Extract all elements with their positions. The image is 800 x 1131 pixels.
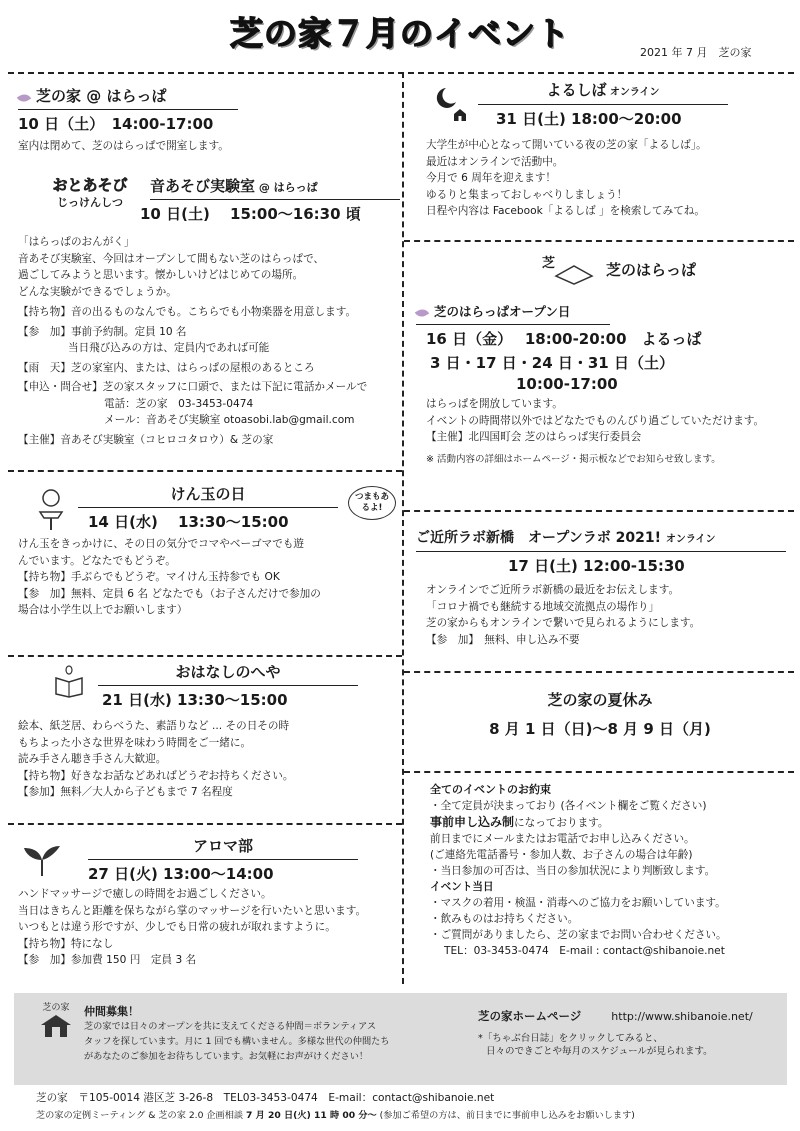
recruit-title: 仲間募集！ (84, 1005, 139, 1018)
oto-time: 10 日(土) 15:00〜16:30 頃 (140, 204, 361, 223)
divider-left-1 (8, 470, 402, 472)
recruit-logo: 芝の家 (34, 1000, 78, 1042)
homepage-link[interactable]: http://www.shibanoie.net/ (611, 1010, 753, 1023)
homepage-line: 日々のできごとや毎月のスケジュールが見られます。 (486, 1045, 713, 1057)
yorushiba-time: 31 日(土) 18:00〜20:00 (496, 109, 682, 128)
kendama-line: 【持ち物】手ぶらでもどうぞ。マイけん玉持参でも OK (18, 571, 280, 583)
kendama-icon (34, 488, 68, 532)
promise-line: (ご連絡先電話番号・参加人数、お子さんの場合は年齢) (430, 849, 693, 861)
oto-logo: おとあそび じっけんしつ (52, 176, 128, 209)
aroma-line: 当日はきちんと距離を保ちながら掌のマッサージを行いたいと思います。 (18, 904, 367, 917)
oto-line: 過ごしてみようと思います。懐かしいけどはじめての場所。 (18, 269, 304, 281)
yorushiba-line: 最近はオンラインで活動中。 (426, 155, 564, 168)
harappa-event-title: 芝の家 @ はらっぱ (36, 87, 167, 105)
oto-line: 音あそび実験室、今回はオープンして間もない芝のはらっぱで、 (18, 252, 325, 265)
recruit-line: タッフを探しています。月に 1 回でも構いません。多様な世代の仲間たち (84, 1036, 390, 1047)
aroma-line: ハンドマッサージで癒しの時間をお過ごしください。 (18, 888, 272, 900)
promise-line: ・飲みものはお持ちください。 (430, 913, 579, 925)
aroma-title: アロマ部 (192, 837, 253, 855)
online-badge: オンライン (609, 87, 660, 98)
ohanashi-line: 【参加】無料／大人から子どもまで 7 名程度 (18, 786, 233, 798)
oto-title: 音あそび実験室 (150, 177, 256, 195)
ohanashi-time: 21 日(水) 13:30〜15:00 (102, 690, 288, 709)
kendama-section (18, 486, 400, 619)
aroma-section (18, 838, 400, 969)
shiba-harappa-time1: 16 日（金） 18:00-20:00 よるっぱ (426, 329, 702, 348)
divider-right-1 (404, 240, 794, 242)
ohanashi-line: もちよった小さな世界を味わう時間をご一緒に。 (18, 736, 252, 749)
divider-left-2 (8, 655, 402, 657)
kendama-line: 場合は小学生以上でお願いします） (18, 604, 188, 616)
harappa-event-time: 10 日（土） 14:00-17:00 (18, 114, 214, 133)
homepage-line: *「ちゃぶ台日誌」をクリックしてみると、 (478, 1032, 663, 1044)
yorushiba-line: ゆるりと集まっておしゃべりしましょう！ (426, 188, 628, 201)
summer-title: 芝の家の夏休み (547, 691, 653, 709)
book-icon (52, 664, 86, 698)
oto-line: どんな実験ができるでしょうか。 (18, 285, 177, 298)
recruit-line: があなたのご参加をお待ちしています。お気軽にお声がけください！ (84, 1051, 369, 1062)
oto-line: 「はらっぱのおんがく」 (18, 236, 135, 248)
aroma-line: 【持ち物】特になし (18, 937, 114, 950)
harappa-event-section (18, 88, 398, 155)
summer-section (406, 692, 794, 737)
aroma-line: 【参 加】参加費 150 円 定員 3 名 (18, 954, 197, 966)
ohanashi-line: 絵本、紙芝居、わらべうた、素語りなど ... その日その時 (18, 720, 290, 732)
divider-left-3 (8, 823, 402, 825)
footer-address: 芝の家 〒105-0014 港区芝 3-26-8 TEL03-3453-0474 E-mail：contact@shibanoie.net (36, 1092, 495, 1104)
leaf-icon (415, 307, 429, 320)
yorushiba-line: 大学生が中心となって開いている夜の芝の家「よるしば」。 (426, 139, 707, 151)
aroma-time: 27 日(火) 13:00〜14:00 (88, 864, 274, 883)
promise-bold: 事前申し込み制 (430, 815, 515, 829)
page-title: 芝の家７月のイベント (230, 14, 570, 53)
yorushiba-line: 今月で 6 周年を迎えます！ (426, 172, 557, 184)
harappa-logo: 芝 (542, 256, 594, 286)
house-icon (39, 1013, 73, 1039)
divider-top (8, 72, 794, 74)
homepage-title: 芝の家ホームページ (478, 1009, 582, 1023)
footer-meeting: 芝の家の定例ミーティング & 芝の家 2.0 企画相談 7 月 20 日(火) 11 時 00 分〜 (参加ご希望の方は、前日までに事前申し込みをお願いします) (36, 1110, 635, 1121)
lab-line: 「コロナ禍でも継続する地域交流拠点の場作り」 (426, 600, 660, 613)
promise-line: ・全て定員が決まっており (各イベント欄をご覧ください) (430, 800, 707, 812)
shiba-harappa-title: 芝のはらっぱ (606, 261, 697, 279)
yorushiba-section (422, 82, 792, 220)
promise-day-title: イベント当日 (430, 881, 494, 893)
shiba-harappa-line: 【主催】北四国町会 芝のはらっぱ実行委員会 (426, 431, 642, 443)
oto-section: おとあそび じっけんしつ 音あそび実験室 @ はらっぱ 10 日(土) 15:00〜16:30 頃 「はらっぱのおんがく」 音あそび実験室、今回はオープンして間もない芝のはらっぱで、 過ごしてみようと思います。懐かしいけどはじめての場所。 どんな実験ができるでしょうか。 【持ち物】 音の出るものなんでも。こちらでも小物楽器を用意します。 【参 加】 事前予約制。定員 10 名 当日飛び込みの方は、定員内であれば可能 【雨 天】 芝の家室内、または、はらっぱの屋根のあるところ 【申込・問合せ】 芝の家スタッフに口頭で、または下記に電話かメールで 電話：芝の家 03-3453-0474 メール：音あそび実験室 otoasobi.lab@gmail.com 【主催】 音あそび実験室（コヒロコタロウ）& 芝の家 (18, 174, 400, 448)
promise-line: ・マスクの着用・検温・消毒へのご協力をお願いしています。 (430, 897, 726, 909)
ohanashi-section (18, 664, 400, 801)
field-icon (554, 262, 594, 286)
shiba-harappa-time3: 10:00-17:00 (516, 374, 618, 393)
promise-section: 全てのイベントのお約束 ・全て定員が決まっており (各イベント欄をご覧ください) 事前申し込み制になっております。 前日までにメールまたはお電話でお申し込みください。 (ご連絡先電話番号・参加人数、お子さんの場合は年齢) ・当日参加の可否は、当日の参加状況により判断致します。 イベント当日 ・マスクの着用・検温・消毒へのご協力をお願いしています。 ・飲みものはお持ちください。 ・ご質問がありましたら、芝の家までお問い合わせください。 TEL：03-3453-0474 E-mail : contact@shibanoie.net (430, 782, 792, 959)
aroma-line: いつもとは違う形ですが、少しでも日常の疲れが取れますように。 (18, 921, 336, 933)
shiba-harappa-line: イベントの時間帯以外ではどなたでものんびり過ごしていただけます。 (426, 414, 765, 427)
lab-title: ご近所ラボ新橋 オープンラボ 2021! (416, 530, 666, 546)
summer-time: 8 月 1 日（日)〜8 月 9 日（月) (489, 719, 711, 738)
lab-line: オンラインでご近所ラボ新橋の最近をお伝えします。 (426, 584, 680, 596)
lab-time: 17 日(土) 12:00-15:30 (508, 556, 685, 575)
yorushiba-title: よるしば (546, 81, 607, 99)
online-badge: オンライン (665, 534, 716, 545)
lab-line: 【参 加】 無料、申し込み不要 (426, 633, 580, 646)
promise-contact: TEL：03-3453-0474 E-mail : contact@shibanoie.net (444, 945, 725, 957)
kendama-line: けん玉をきっかけに、その日の気分でコマやベーゴマでも遊 (18, 538, 305, 550)
kendama-time: 14 日(水) 13:30〜15:00 (88, 512, 289, 531)
divider-right-3 (404, 671, 794, 673)
sprout-icon (22, 842, 62, 878)
moon-house-icon (432, 86, 468, 122)
lab-section (416, 530, 792, 648)
yorushiba-line: 日程や内容は Facebook「よるしば 」を検索してみてね。 (426, 205, 705, 217)
kendama-line: んでいます。どなたでもどうぞ。 (18, 554, 176, 567)
shiba-harappa-section (416, 254, 792, 468)
harappa-event-desc: 室内は閉めて、芝のはらっぱで開室します。 (18, 140, 229, 152)
divider-right-4 (404, 771, 794, 773)
kendama-title: けん玉の日 (170, 485, 246, 503)
leaf-icon (17, 92, 31, 105)
recruit-section (84, 1004, 414, 1064)
lab-line: 芝の家からもオンラインで繋いで見られるようにします。 (426, 617, 701, 629)
shiba-harappa-note: ※ 活動内容の詳細はホームページ・掲示板などでお知らせ致します。 (426, 453, 721, 465)
divider-right-2 (404, 510, 794, 512)
ohanashi-line: 【持ち物】好きなお話などあればどうぞお持ちください。 (18, 769, 294, 782)
ohanashi-line: 読み手さん聴き手さん大歓迎。 (18, 753, 167, 765)
promise-line: ・当日参加の可否は、当日の参加状況により判断致します。 (430, 865, 716, 877)
divider-center (402, 72, 404, 984)
shiba-harappa-time2: 3 日・17 日・24 日・31 日（土） (430, 354, 674, 372)
homepage-section (478, 1008, 778, 1058)
promise-title: 全てのイベントのお約束 (430, 783, 551, 796)
kendama-badge: つまもあるよ! (348, 486, 396, 520)
shiba-harappa-line: はらっぱを開放しています。 (426, 398, 563, 410)
issue-date: 2021 年 7 月 芝の家 (640, 46, 752, 59)
shiba-harappa-subtitle: 芝のはらっぱオープン日 (434, 304, 571, 319)
ohanashi-title: おはなしのへや (175, 663, 281, 681)
promise-line: 前日までにメールまたはお電話でお申し込みください。 (430, 833, 695, 845)
recruit-line: 芝の家では日々のオープンを共に支えてくださる仲間＝ボランティアス (84, 1021, 377, 1032)
promise-line: ・ご質問がありましたら、芝の家までお問い合わせください。 (430, 929, 727, 941)
kendama-line: 【参 加】無料、定員 6 名 どなたでも（お子さんだけで参加の (18, 587, 321, 600)
